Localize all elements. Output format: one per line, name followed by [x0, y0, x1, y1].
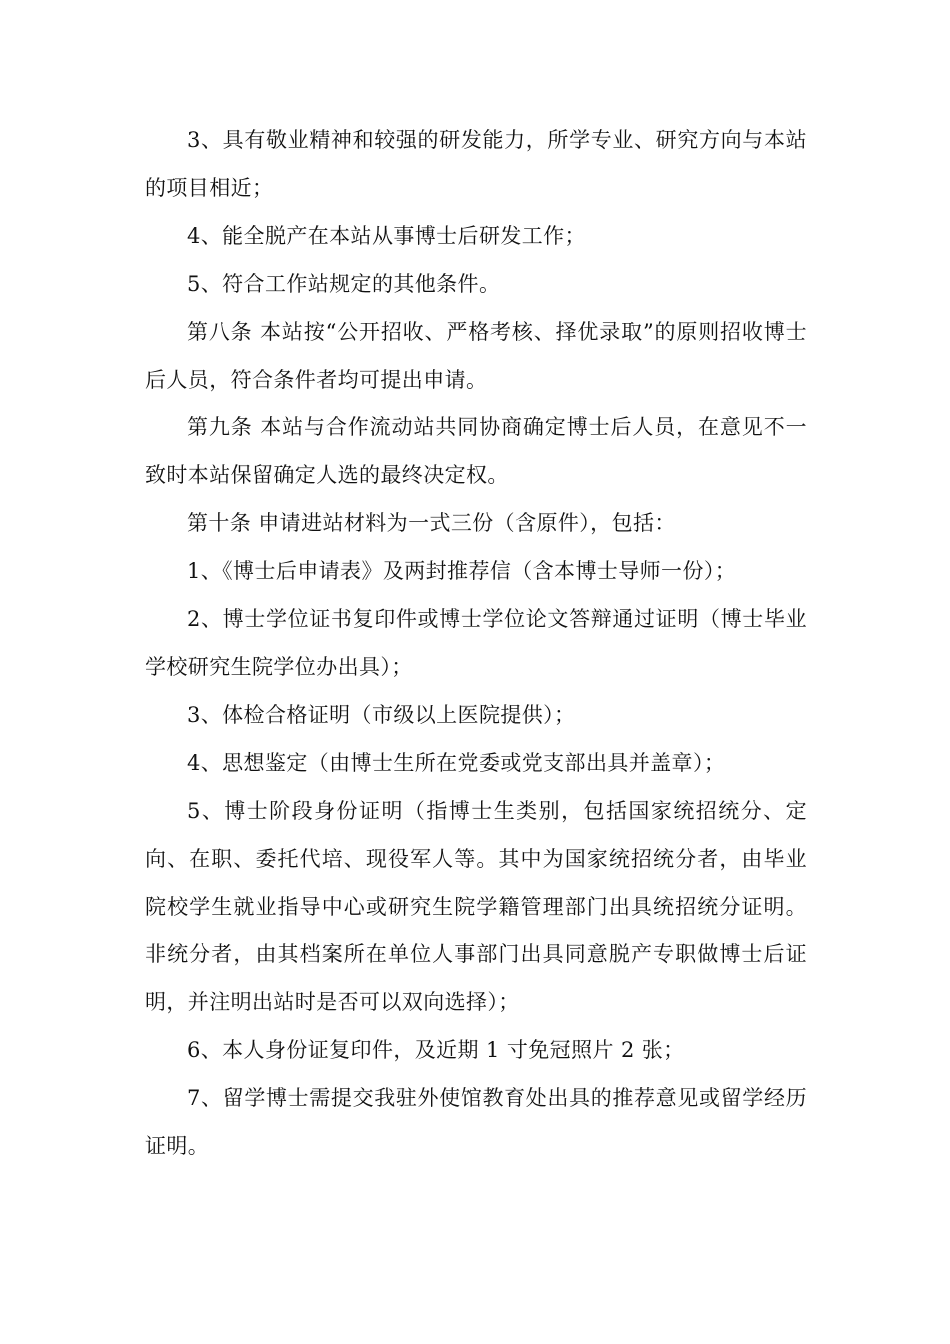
- paragraph-article-8: 第八条 本站按“公开招收、严格考核、择优录取”的原则招收博士后人员，符合条件者均可提出申请。: [145, 319, 807, 392]
- paragraph-item-5-other-conditions: 5、符合工作站规定的其他条件。: [187, 271, 501, 296]
- paragraph-item-3-qualification: 3、具有敬业精神和较强的研发能力，所学专业、研究方向与本站的项目相近；: [145, 128, 807, 200]
- paragraph-material-1: 1、《博士后申请表》及两封推荐信（含本博士导师一份）；: [187, 559, 737, 584]
- paragraph-material-5: 5、博士阶段身份证明（指博士生类别，包括国家统招统分、定向、在职、委托代培、现役军人等。其中为国家统招统分者，由毕业院校学生就业指导中心或研究生院学籍管理部门出具统招统分证明。非统分者，由其档案所在单位人事部门出具同意脱产专职做博士后证明，并注明出站时是否可以双向选择）；: [145, 798, 807, 1015]
- paragraph-material-3: 3、体检合格证明（市级以上医院提供）；: [187, 702, 576, 727]
- paragraph-article-9: 第九条 本站与合作流动站共同协商确定博士后人员，在意见不一致时本站保留确定人选的最终决定权。: [145, 415, 807, 488]
- paragraph-material-6: 6、本人身份证复印件，及近期 1 寸免冠照片 2 张；: [187, 1038, 685, 1063]
- document-body: [145, 117, 807, 1171]
- paragraph-material-4: 4、思想鉴定（由博士生所在党委或党支部出具并盖章）；: [187, 750, 726, 775]
- paragraph-material-7: 7、留学博士需提交我驻外使馆教育处出具的推荐意见或留学经历证明。: [145, 1086, 807, 1159]
- paragraph-article-10: 第十条 申请进站材料为一式三份（含原件），包括：: [187, 511, 676, 536]
- paragraph-item-4-fulltime: 4、能全脱产在本站从事博士后研发工作；: [187, 223, 586, 248]
- paragraph-material-2: 2、博士学位证书复印件或博士学位论文答辩通过证明（博士毕业学校研究生院学位办出具）；: [145, 607, 807, 679]
